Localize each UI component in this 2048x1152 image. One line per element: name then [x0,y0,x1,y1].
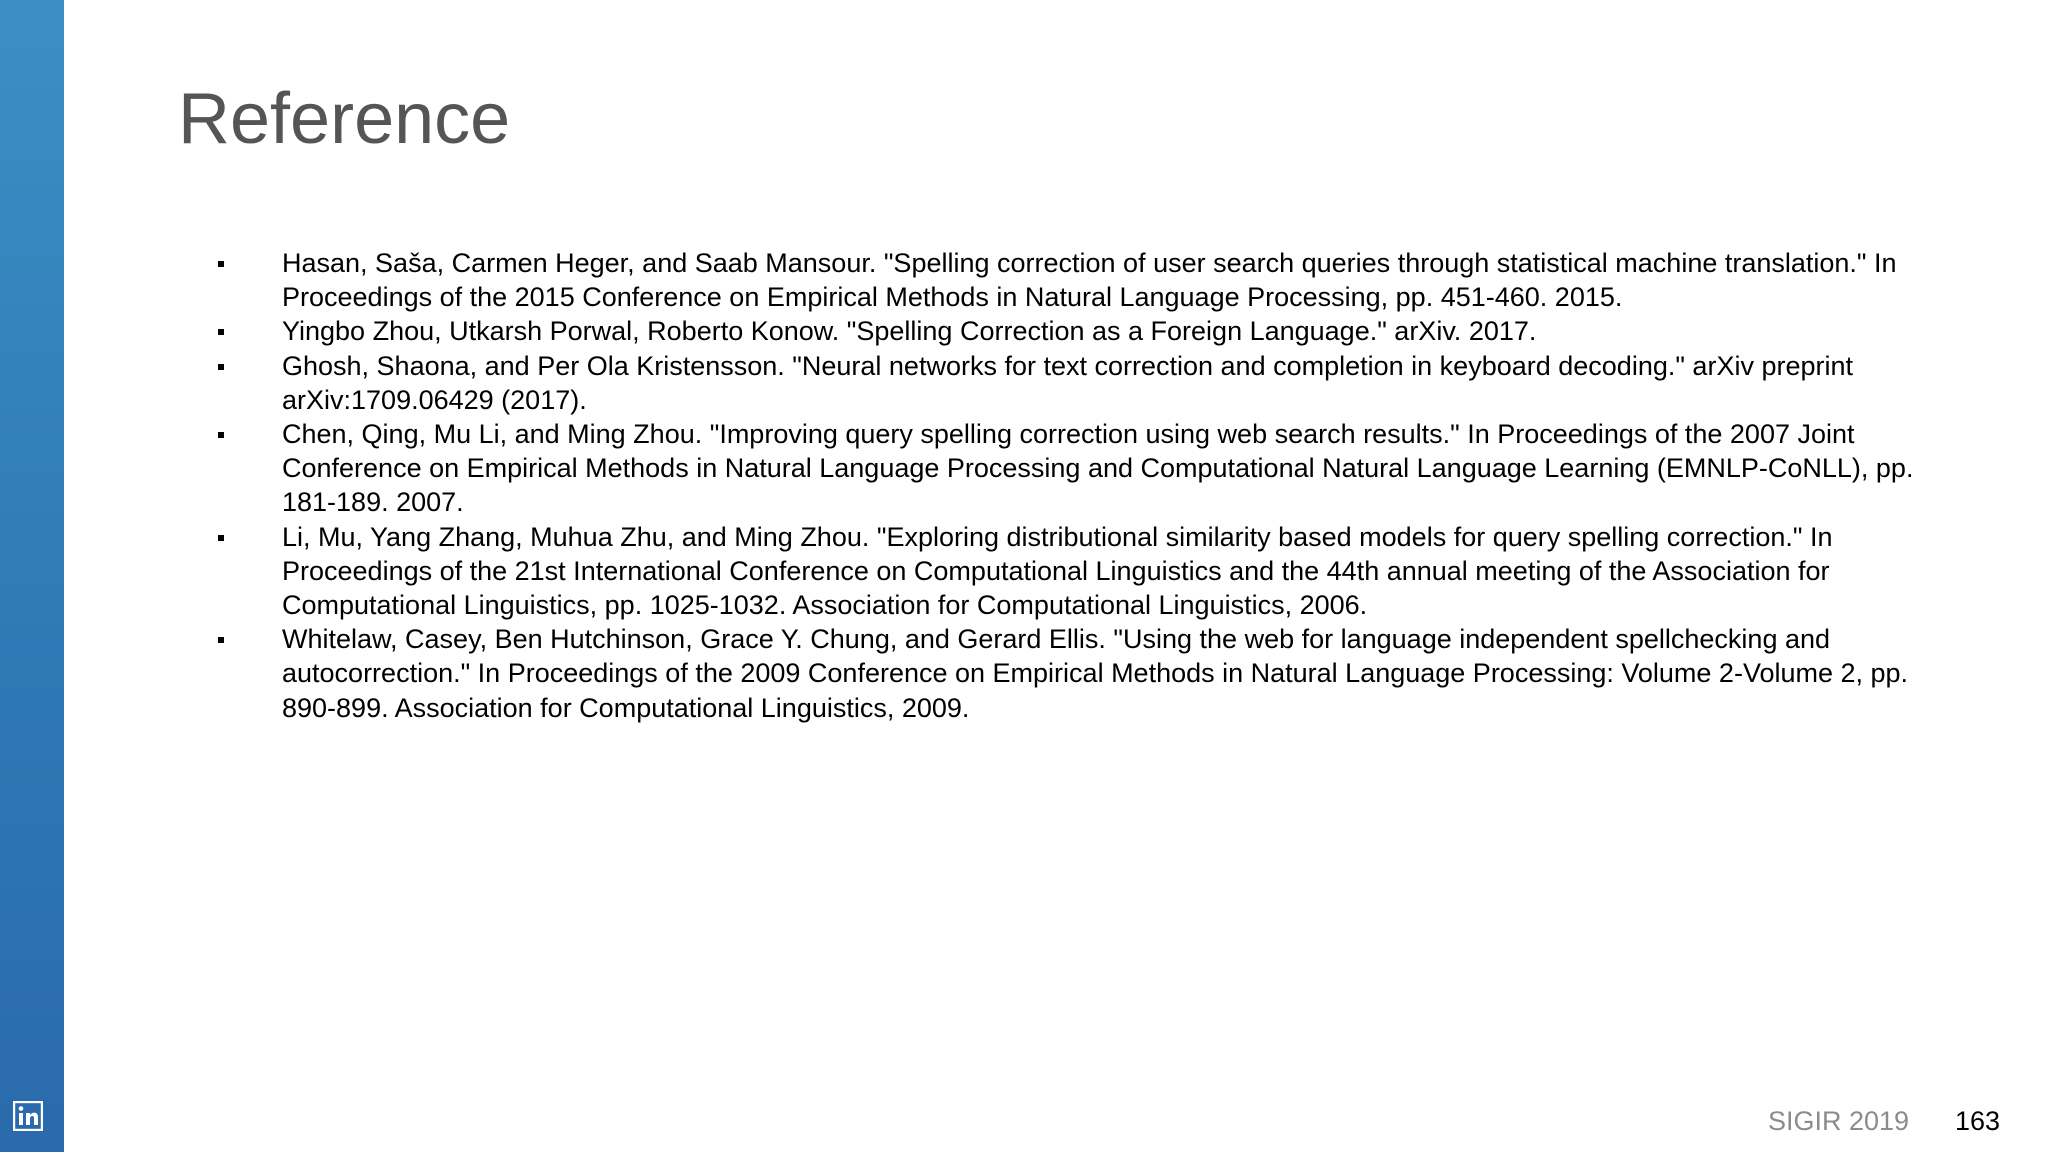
reference-item [218,246,1918,314]
slide-title: Reference [178,79,511,159]
footer-page-number: 163 [1955,1106,2001,1136]
reference-text: Yingbo Zhou, Utkarsh Porwal, Roberto Konow. "Spelling Correction as a Foreign Language." arXiv. 2017. [282,316,1537,347]
reference-item [218,314,1918,348]
reference-item [218,622,1918,725]
bullet-icon [218,432,224,438]
reference-item [218,349,1918,417]
reference-text: Hasan, Saša, Carmen Heger, and Saab Mansour. "Spelling correction of user search queries through statistical machine translation." In Proceedings of the 2015 Conference on Empirical Methods in Natural Language Processing, pp. 451-460. 2015. [282,248,1897,313]
bullet-icon [218,329,224,335]
reference-item [218,520,1918,623]
linkedin-logo-icon [13,1101,43,1131]
bullet-icon [218,535,224,541]
bullet-icon [218,261,224,267]
bullet-icon [218,637,224,643]
reference-item [218,417,1918,520]
reference-text: Whitelaw, Casey, Ben Hutchinson, Grace Y. Chung, and Gerard Ellis. "Using the web for language independent spellchecking and autocorrection." In Proceedings of the 2009 Conference on Empirical Methods in Natural Language Processing: Volume 2-Volume 2, pp. 890-899. Association for Computational Linguistics, 2009. [282,624,1909,723]
sidebar-accent-bar [0,0,64,1152]
reference-text: Chen, Qing, Mu Li, and Ming Zhou. "Improving query spelling correction using web search results." In Proceedings of the 2007 Joint Conference on Empirical Methods in Natural Language Processing and Computational Natural Language Learning (EMNLP-CoNLL), pp. 181-189. 2007. [282,419,1914,518]
reference-list [218,246,1918,725]
reference-text: Li, Mu, Yang Zhang, Muhua Zhu, and Ming Zhou. "Exploring distributional similarity based models for query spelling correction." In Proceedings of the 21st International Conference on Computational Linguistics and the 44th annual meeting of the Association for Computational Linguistics, pp. 1025-1032. Association for Computational Linguistics, 2006. [282,521,1833,621]
bullet-icon [218,364,224,370]
footer-conference: SIGIR 2019 [1768,1106,1910,1136]
reference-text: Ghosh, Shaona, and Per Ola Kristensson. "Neural networks for text correction and completion in keyboard decoding." arXiv preprint arXiv:1709.06429 (2017). [282,350,1853,415]
